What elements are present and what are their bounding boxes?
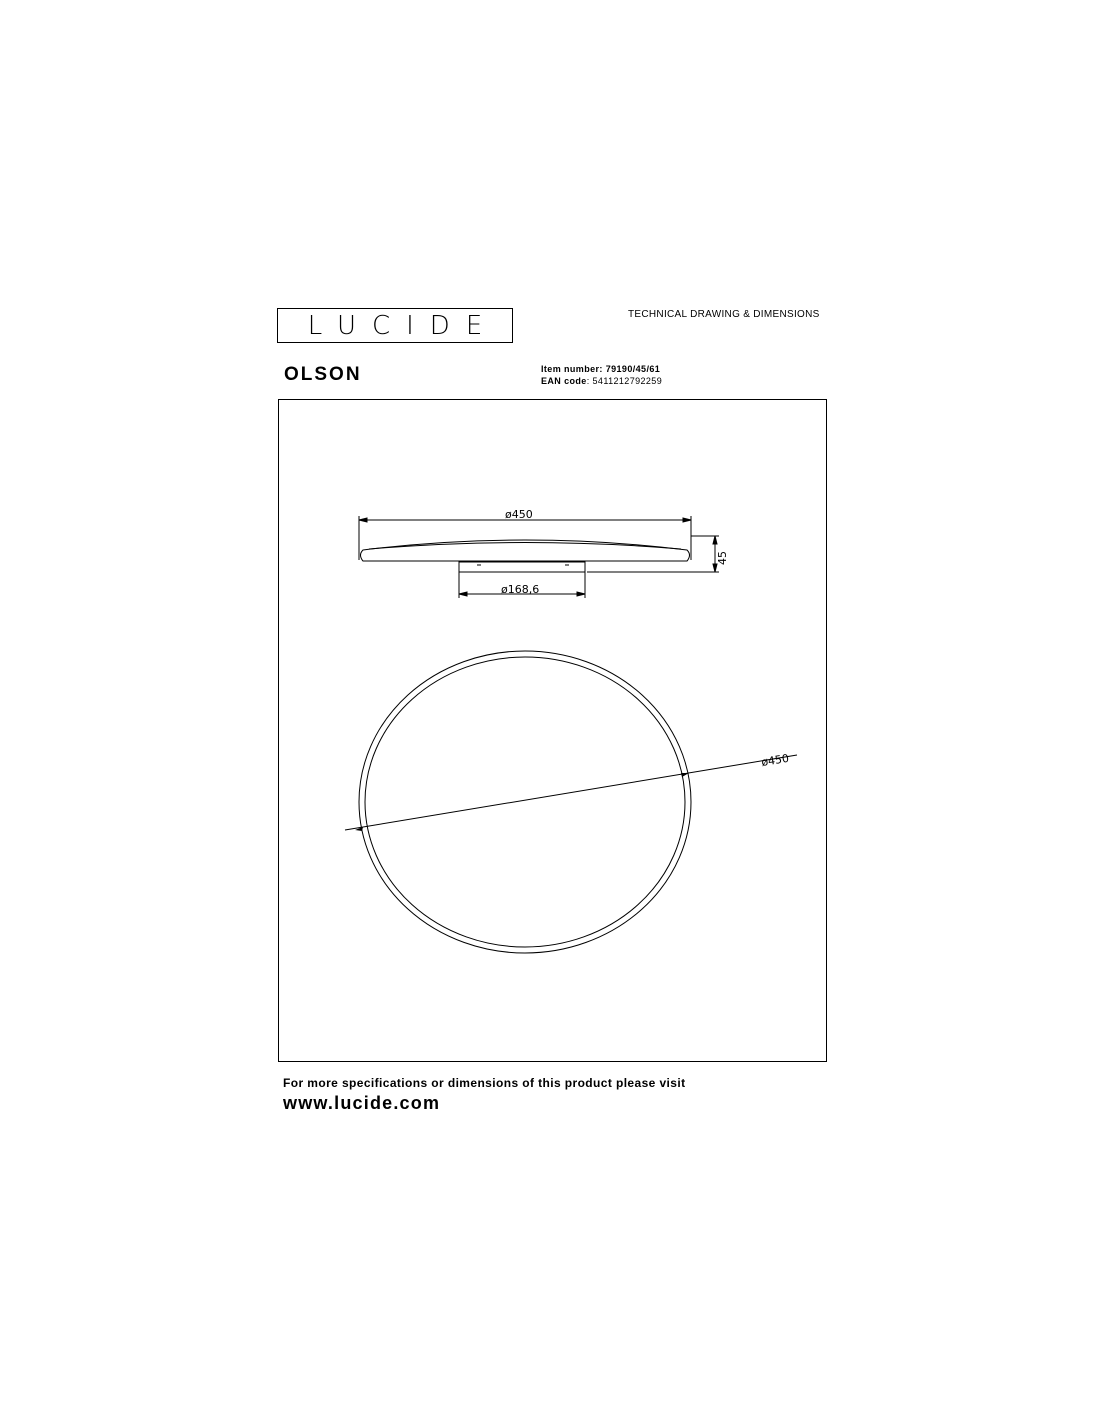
product-codes [541,363,662,387]
technical-drawing [279,400,828,1063]
item-number-value: 79190/45/61 [605,364,661,374]
footer-website-link[interactable]: www.lucide.com [283,1093,441,1113]
product-name: OLSON [284,364,362,385]
technical-drawing-frame [278,399,827,1062]
brand-logo-text: LUCIDE [307,310,499,341]
top-view-outer-circle [359,651,691,953]
ean-label: EAN code [541,376,587,386]
top-view [345,651,797,953]
brand-logo [277,308,513,343]
lamp-disc-profile [361,540,690,561]
side-diameter-label: ø450 [505,508,533,521]
ean-line [541,375,662,387]
height-label: 45 [716,551,729,565]
top-diameter-dimension-line [345,755,797,830]
document-type: TECHNICAL DRAWING & DIMENSIONS [628,309,820,320]
ean-value: : 5411212792259 [586,376,663,386]
base-diameter-label: ø168,6 [501,583,540,596]
lamp-base-profile [459,562,585,572]
footer-note: For more specifications or dimensions of this product please visit [283,1076,686,1090]
item-number-label: Item number: [541,364,603,374]
item-number-line [541,363,662,375]
top-diameter-label: ø450 [760,751,790,769]
top-view-inner-circle [365,657,685,947]
